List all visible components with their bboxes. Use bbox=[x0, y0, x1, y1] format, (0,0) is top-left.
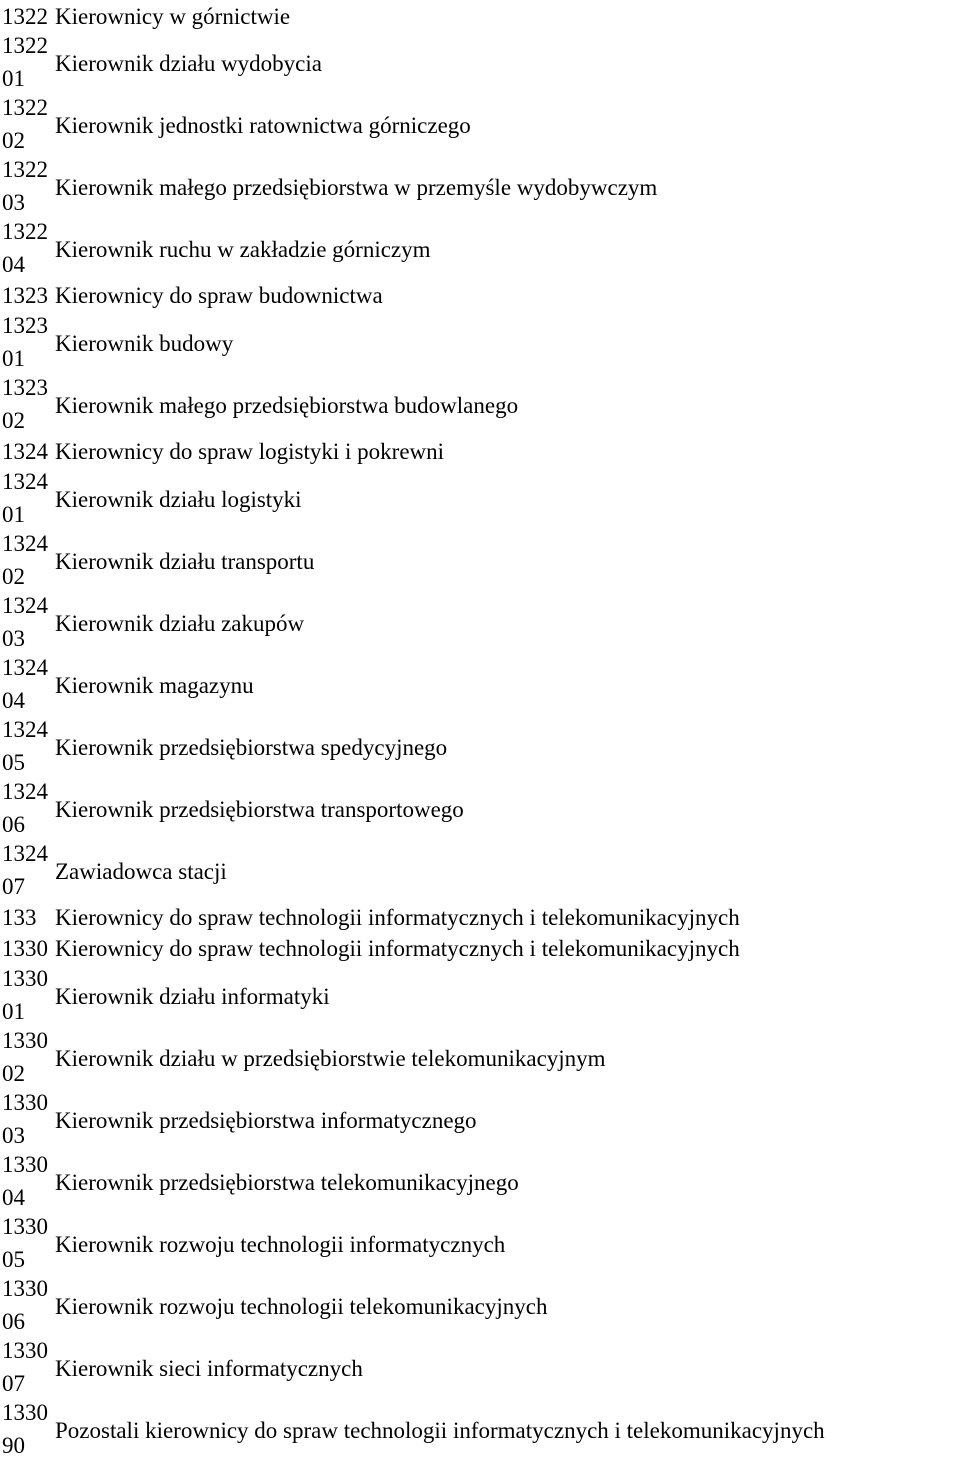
code-prefix: 1322 bbox=[2, 4, 48, 29]
code-suffix: 07 bbox=[2, 874, 25, 899]
code-suffix: 04 bbox=[2, 1185, 25, 1210]
code-suffix: 02 bbox=[2, 564, 25, 589]
code-prefix: 1323 bbox=[2, 375, 48, 400]
code-prefix: 1322 bbox=[2, 33, 48, 58]
occupation-name: Kierownik małego przedsiębiorstwa w przemyśle wydobywczym bbox=[55, 175, 658, 200]
occupation-row bbox=[0, 33, 960, 93]
code-prefix: 1330 bbox=[2, 1090, 48, 1115]
code-suffix: 04 bbox=[2, 252, 25, 277]
occupation-row bbox=[0, 157, 960, 217]
code-suffix: 05 bbox=[2, 750, 25, 775]
occupation-name: Kierownik sieci informatycznych bbox=[55, 1356, 363, 1381]
occupation-name: Kierownik działu logistyki bbox=[55, 487, 302, 512]
group-row bbox=[0, 2, 960, 34]
occupation-name: Kierownicy do spraw budownictwa bbox=[55, 283, 383, 308]
occupation-name: Kierownik przedsiębiorstwa spedycyjnego bbox=[55, 735, 448, 760]
code-prefix: 1324 bbox=[2, 469, 48, 494]
occupation-name: Kierownik przedsiębiorstwa informatycznego bbox=[55, 1108, 477, 1133]
code-suffix: 01 bbox=[2, 346, 25, 371]
code-prefix: 1330 bbox=[2, 1338, 48, 1363]
occupation-name: Kierownik przedsiębiorstwa transportowego bbox=[55, 797, 464, 822]
group-row bbox=[0, 281, 960, 313]
occupation-name: Kierownik rozwoju technologii telekomunikacyjnych bbox=[55, 1294, 548, 1319]
code-prefix: 1324 bbox=[2, 779, 48, 804]
code-suffix: 01 bbox=[2, 66, 25, 91]
code-prefix: 1324 bbox=[2, 841, 48, 866]
occupation-row bbox=[0, 1276, 960, 1336]
occupation-name: Zawiadowca stacji bbox=[55, 859, 227, 884]
group-row bbox=[0, 437, 960, 469]
occupation-row bbox=[0, 655, 960, 715]
code-prefix: 1322 bbox=[2, 157, 48, 182]
occupation-row bbox=[0, 966, 960, 1026]
occupation-row bbox=[0, 375, 960, 435]
group-row bbox=[0, 903, 960, 935]
code-prefix: 1324 bbox=[2, 717, 48, 742]
code-prefix: 1330 bbox=[2, 936, 48, 961]
occupation-row bbox=[0, 841, 960, 901]
code-suffix: 03 bbox=[2, 190, 25, 215]
code-suffix: 90 bbox=[2, 1433, 25, 1458]
occupation-name: Kierownicy do spraw technologii informatycznych i telekomunikacyjnych bbox=[55, 936, 740, 961]
code-prefix: 133 bbox=[2, 905, 37, 930]
occupation-row bbox=[0, 1028, 960, 1088]
occupation-name: Kierownik działu wydobycia bbox=[55, 51, 322, 76]
occupation-name: Kierownik magazynu bbox=[55, 673, 254, 698]
code-prefix: 1324 bbox=[2, 439, 48, 464]
code-suffix: 06 bbox=[2, 1309, 25, 1334]
code-suffix: 01 bbox=[2, 502, 25, 527]
code-prefix: 1323 bbox=[2, 313, 48, 338]
occupation-name: Kierownik działu zakupów bbox=[55, 611, 305, 636]
occupation-name: Kierownicy do spraw technologii informatycznych i telekomunikacyjnych bbox=[55, 905, 740, 930]
code-suffix: 03 bbox=[2, 626, 25, 651]
code-suffix: 01 bbox=[2, 999, 25, 1024]
occupation-row bbox=[0, 531, 960, 591]
code-suffix: 03 bbox=[2, 1123, 25, 1148]
code-prefix: 1330 bbox=[2, 1152, 48, 1177]
occupation-name: Kierownik małego przedsiębiorstwa budowlanego bbox=[55, 393, 519, 418]
occupation-row bbox=[0, 313, 960, 373]
occupation-name: Kierownicy w górnictwie bbox=[55, 4, 291, 29]
occupation-name: Kierownik działu transportu bbox=[55, 549, 315, 574]
code-prefix: 1322 bbox=[2, 219, 48, 244]
occupation-name: Kierownik działu w przedsiębiorstwie telekomunikacyjnym bbox=[55, 1046, 606, 1071]
occupation-name: Kierownik działu informatyki bbox=[55, 984, 330, 1009]
occupation-row bbox=[0, 1090, 960, 1150]
occupation-row bbox=[0, 1152, 960, 1212]
occupation-name: Kierownik budowy bbox=[55, 331, 234, 356]
code-prefix: 1330 bbox=[2, 1214, 48, 1239]
code-suffix: 06 bbox=[2, 812, 25, 837]
code-prefix: 1324 bbox=[2, 655, 48, 680]
occupation-name: Kierownik jednostki ratownictwa górniczego bbox=[55, 113, 471, 138]
group-row bbox=[0, 934, 960, 966]
occupation-row bbox=[0, 219, 960, 279]
code-suffix: 04 bbox=[2, 688, 25, 713]
occupation-row bbox=[0, 779, 960, 839]
code-prefix: 1324 bbox=[2, 531, 48, 556]
code-prefix: 1330 bbox=[2, 1028, 48, 1053]
code-suffix: 02 bbox=[2, 1061, 25, 1086]
code-prefix: 1330 bbox=[2, 1400, 48, 1425]
code-prefix: 1330 bbox=[2, 1276, 48, 1301]
occupation-row bbox=[0, 1400, 960, 1460]
occupation-name: Kierownik ruchu w zakładzie górniczym bbox=[55, 237, 431, 262]
code-prefix: 1322 bbox=[2, 95, 48, 120]
code-suffix: 07 bbox=[2, 1371, 25, 1396]
code-prefix: 1324 bbox=[2, 593, 48, 618]
code-suffix: 02 bbox=[2, 408, 25, 433]
occupation-row bbox=[0, 469, 960, 529]
code-suffix: 05 bbox=[2, 1247, 25, 1272]
occupation-name: Pozostali kierownicy do spraw technologii informatycznych i telekomunikacyjnych bbox=[55, 1418, 825, 1443]
occupation-name: Kierownicy do spraw logistyki i pokrewni bbox=[55, 439, 445, 464]
occupation-row bbox=[0, 95, 960, 155]
code-prefix: 1330 bbox=[2, 966, 48, 991]
occupation-row bbox=[0, 1214, 960, 1274]
code-prefix: 1323 bbox=[2, 283, 48, 308]
code-suffix: 02 bbox=[2, 128, 25, 153]
occupation-row bbox=[0, 1338, 960, 1398]
occupation-name: Kierownik przedsiębiorstwa telekomunikacyjnego bbox=[55, 1170, 519, 1195]
occupation-row bbox=[0, 593, 960, 653]
occupation-name: Kierownik rozwoju technologii informatycznych bbox=[55, 1232, 506, 1257]
occupation-row bbox=[0, 717, 960, 777]
